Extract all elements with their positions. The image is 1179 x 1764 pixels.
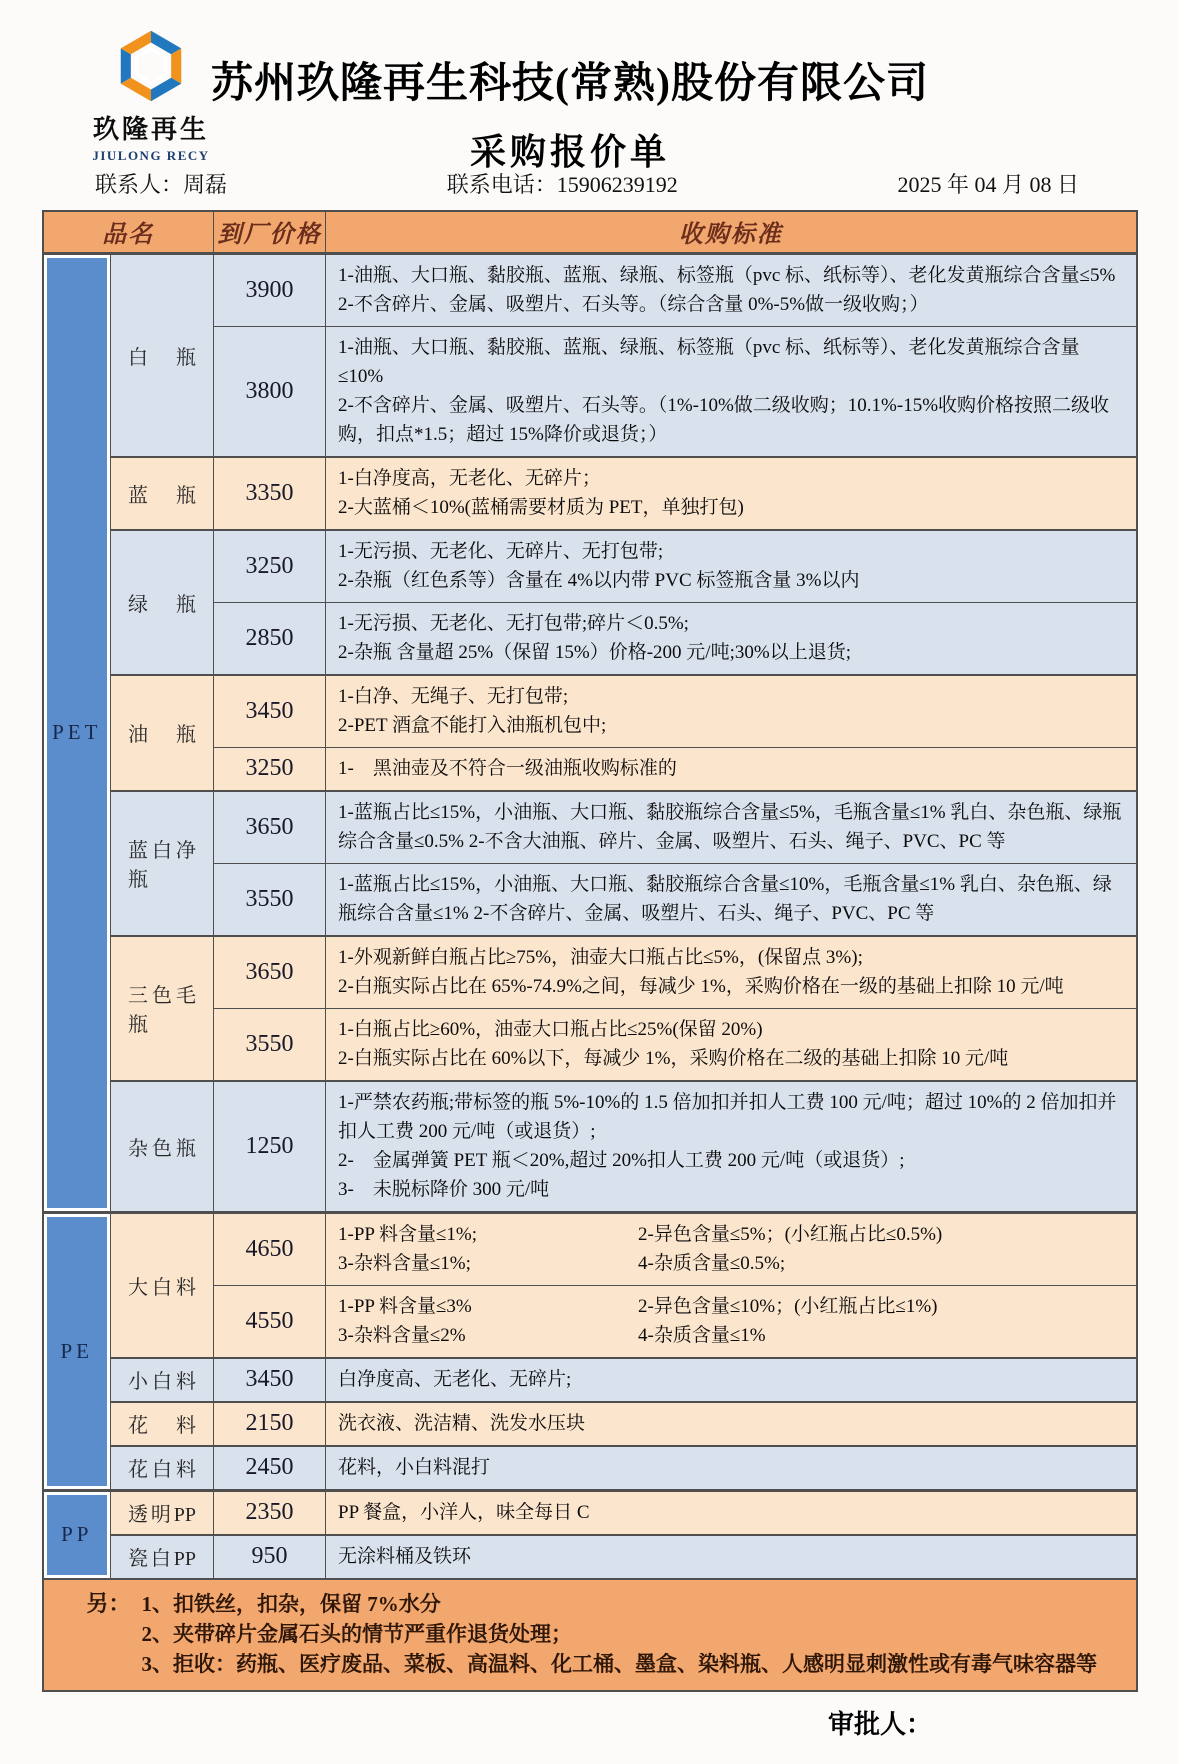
standard-pair-left: 1-PP 料含量≤1%; bbox=[338, 1223, 478, 1245]
logo-english-text: JIULONG RECY bbox=[92, 148, 210, 163]
note-line: 1、扣铁丝，扣杂，保留 7%水分 bbox=[141, 1591, 441, 1616]
standard-pair-left: 3-杂料含量≤1%; bbox=[338, 1252, 471, 1274]
contact-person-value: 周磊 bbox=[183, 171, 228, 197]
price-cell: 3250 bbox=[214, 530, 326, 603]
category-label: PET bbox=[47, 258, 108, 1208]
standard-line: 2-杂瓶 含量超 25%（保留 15%）价格-200 元/吨;30%以上退货; bbox=[338, 641, 851, 663]
standard-line: 1-油瓶、大口瓶、黏胶瓶、蓝瓶、绿瓶、标签瓶（pvc 标、纸标等）、老化发黄瓶综合含量≤10% bbox=[338, 336, 1080, 387]
table-row bbox=[43, 1081, 1137, 1213]
standard-line: 1-白净度高，无老化、无碎片； bbox=[338, 467, 601, 489]
product-name: 白瓶 bbox=[128, 346, 196, 369]
standard-line: 白净度高、无老化、无碎片; bbox=[338, 1368, 572, 1390]
category-cell bbox=[43, 1212, 111, 1490]
standard-line: 无涂料桶及铁环 bbox=[338, 1545, 472, 1567]
standard-cell bbox=[326, 1490, 1137, 1535]
standard-line: 花料，小白料混打 bbox=[338, 1456, 491, 1478]
product-name-cell bbox=[111, 457, 214, 530]
standard-cell bbox=[326, 1212, 1137, 1285]
product-name-cell bbox=[111, 936, 214, 1081]
standard-line bbox=[338, 1292, 1124, 1321]
standard-cell bbox=[326, 1081, 1137, 1213]
product-name: 瓷白PP bbox=[128, 1548, 196, 1570]
table-row bbox=[43, 1446, 1137, 1491]
category-cell bbox=[43, 253, 111, 1212]
standard-line bbox=[338, 1321, 1124, 1350]
product-name-cell bbox=[111, 253, 214, 457]
price-cell: 950 bbox=[214, 1535, 326, 1579]
product-name: 蓝瓶 bbox=[128, 484, 196, 507]
table-header-row bbox=[43, 211, 1137, 253]
table-row bbox=[43, 791, 1137, 864]
note-line: 2、夹带碎片金属石头的情节严重作退货处理； bbox=[141, 1621, 572, 1646]
product-name: 花料 bbox=[128, 1415, 196, 1437]
price-cell: 3450 bbox=[214, 1358, 326, 1402]
standard-line: 2-不含碎片、金属、吸塑片、石头等。（1%-10%做二级收购；10.1%-15%收购价格按照二级收购，扣点*1.5；超过 15%降价或退货；） bbox=[338, 394, 1110, 445]
standard-line: 2-杂瓶（红色系等）含量在 4%以内带 PVC 标签瓶含量 3%以内 bbox=[338, 569, 860, 591]
note-line: 3、拒收：药瓶、医疗废品、菜板、高温料、化工桶、墨盒、染料瓶、人感明显刺激性或有毒气味容器等 bbox=[141, 1651, 1097, 1676]
standard-line: 1-白净、无绳子、无打包带; bbox=[338, 685, 569, 707]
logo-chinese-text: 玖隆再生 bbox=[92, 115, 209, 144]
notes-label: 另： bbox=[86, 1590, 131, 1616]
standard-line: 2-不含碎片、金属、吸塑片、石头等。（综合含量 0%-5%做一级收购；） bbox=[338, 293, 929, 315]
standard-line: 1-蓝瓶占比≤15%，小油瓶、大口瓶、黏胶瓶综合含量≤5%，毛瓶含量≤1% 乳白、杂色瓶、绿瓶综合含量≤0.5% 2-不含大油瓶、碎片、金属、吸塑片、石头、绳子、PVC、PC 等 bbox=[338, 801, 1122, 852]
price-cell: 1250 bbox=[214, 1081, 326, 1213]
product-name-cell bbox=[111, 675, 214, 791]
standard-cell bbox=[326, 1358, 1137, 1402]
product-name-cell bbox=[111, 1402, 214, 1446]
table-row bbox=[43, 936, 1137, 1009]
product-name: 大白料 bbox=[128, 1276, 196, 1299]
product-name-cell bbox=[111, 1081, 214, 1213]
product-name: 透明PP bbox=[128, 1504, 196, 1526]
price-cell: 3650 bbox=[214, 791, 326, 864]
standard-cell bbox=[326, 602, 1137, 675]
standard-pair-right: 4-杂质含量≤1% bbox=[638, 1324, 766, 1346]
standard-cell bbox=[326, 1285, 1137, 1358]
standard-pair-left: 3-杂料含量≤2% bbox=[338, 1324, 466, 1346]
price-cell: 3350 bbox=[214, 457, 326, 530]
standard-cell bbox=[326, 457, 1137, 530]
price-cell: 2350 bbox=[214, 1490, 326, 1535]
price-cell: 3550 bbox=[214, 863, 326, 936]
price-cell: 4550 bbox=[214, 1285, 326, 1358]
standard-line: 1-无污损、无老化、无碎片、无打包带; bbox=[338, 540, 664, 562]
standard-line: 2-白瓶实际占比在 65%-74.9%之间，每减少 1%，采购价格在一级的基础上扣除 10 元/吨 bbox=[338, 975, 1064, 997]
column-header-standard: 收购标准 bbox=[326, 211, 1137, 253]
contact-phone-value: 15906239192 bbox=[556, 171, 678, 197]
standard-cell bbox=[326, 326, 1137, 457]
table-row bbox=[43, 1535, 1137, 1579]
approver-label: 审批人： bbox=[828, 1709, 933, 1739]
standard-line: 1- 黑油壶及不符合一级油瓶收购标准的 bbox=[338, 757, 677, 779]
standard-line: 2-白瓶实际占比在 60%以下，每减少 1%，采购价格在二级的基础上扣除 10 元/吨 bbox=[338, 1047, 1009, 1069]
standard-cell bbox=[326, 1008, 1137, 1081]
table-row bbox=[43, 675, 1137, 748]
company-name: 苏州玖隆再生科技(常熟)股份有限公司 bbox=[211, 61, 929, 107]
product-name: 花白料 bbox=[128, 1459, 196, 1481]
category-label: PE bbox=[47, 1217, 108, 1486]
standard-line: 1-油瓶、大口瓶、黏胶瓶、蓝瓶、绿瓶、标签瓶（pvc 标、纸标等）、老化发黄瓶综合含量≤5% bbox=[338, 264, 1116, 286]
standard-line: 1-蓝瓶占比≤15%，小油瓶、大口瓶、黏胶瓶综合含量≤10%，毛瓶含量≤1% 乳白、杂色瓶、绿瓶综合含量≤1% 2-不含碎片、金属、吸塑片、石头、绳子、PVC、PC 等 bbox=[338, 873, 1112, 924]
table-row bbox=[43, 530, 1137, 603]
standard-line: 1-外观新鲜白瓶占比≥75%，油壶大口瓶占比≤5%，(保留点 3%); bbox=[338, 946, 863, 968]
product-name: 绿瓶 bbox=[128, 593, 196, 616]
notes-items bbox=[142, 1589, 1126, 1679]
table-row bbox=[43, 457, 1137, 530]
document-title: 采购报价单 bbox=[469, 132, 670, 172]
product-name-cell bbox=[111, 530, 214, 675]
standard-cell bbox=[326, 675, 1137, 748]
standard-cell bbox=[326, 936, 1137, 1009]
product-name-cell bbox=[111, 791, 214, 936]
price-cell: 3250 bbox=[214, 747, 326, 791]
standard-cell bbox=[326, 791, 1137, 864]
contact-phone-label: 联系电话： bbox=[446, 171, 557, 197]
contact-person-label: 联系人： bbox=[95, 171, 184, 197]
product-name: 杂色瓶 bbox=[128, 1137, 196, 1160]
title-block bbox=[160, 24, 980, 175]
standard-cell bbox=[326, 1402, 1137, 1446]
standard-line: 3- 未脱标降价 300 元/吨 bbox=[338, 1178, 550, 1200]
standard-line: 2-PET 酒盒不能打入油瓶机包中; bbox=[338, 714, 607, 736]
price-cell: 3450 bbox=[214, 675, 326, 748]
table-row bbox=[43, 1358, 1137, 1402]
product-name: 小白料 bbox=[128, 1371, 196, 1393]
document-header bbox=[0, 24, 1179, 172]
product-name-cell bbox=[111, 1490, 214, 1535]
product-name-cell bbox=[111, 1446, 214, 1491]
standard-line: 2-大蓝桶＜10%(蓝桶需要材质为 PET，单独打包) bbox=[338, 496, 744, 518]
standard-line: 1-严禁农药瓶;带标签的瓶 5%-10%的 1.5 倍加扣并扣人工费 100 元/吨；超过 10%的 2 倍加扣并扣人工费 200 元/吨（或退货）; bbox=[338, 1091, 1117, 1142]
price-cell: 2850 bbox=[214, 602, 326, 675]
standard-cell bbox=[326, 1535, 1137, 1579]
price-cell: 3800 bbox=[214, 326, 326, 457]
column-header-price: 到厂价格 bbox=[214, 211, 326, 253]
standard-line: 2- 金属弹簧 PET 瓶＜20%,超过 20%扣人工费 200 元/吨（或退货）; bbox=[338, 1149, 905, 1171]
price-cell: 3650 bbox=[214, 936, 326, 1009]
standard-line: PP 餐盒，小洋人，味全每日 C bbox=[338, 1501, 590, 1523]
standard-cell bbox=[326, 863, 1137, 936]
standard-pair-right: 2-异色含量≤10%；(小红瓶占比≤1%) bbox=[638, 1295, 938, 1317]
price-cell: 3900 bbox=[214, 253, 326, 326]
price-cell: 2450 bbox=[214, 1446, 326, 1491]
standard-pair-right: 2-异色含量≤5%；(小红瓶占比≤0.5%) bbox=[638, 1223, 943, 1245]
standard-cell bbox=[326, 253, 1137, 326]
product-name-cell bbox=[111, 1212, 214, 1358]
product-name: 三色毛瓶 bbox=[128, 985, 196, 1036]
standard-line bbox=[338, 1220, 1124, 1249]
table-row bbox=[43, 253, 1137, 326]
product-name-cell bbox=[111, 1358, 214, 1402]
price-table bbox=[42, 210, 1138, 1580]
standard-pair-right: 4-杂质含量≤0.5%; bbox=[638, 1252, 786, 1274]
standard-line bbox=[338, 1249, 1124, 1278]
standard-line: 1-白瓶占比≥60%，油壶大口瓶占比≤25%(保留 20%) bbox=[338, 1018, 763, 1040]
notes-box bbox=[42, 1578, 1138, 1692]
category-label: PP bbox=[47, 1495, 108, 1575]
standard-cell bbox=[326, 530, 1137, 603]
price-cell: 2150 bbox=[214, 1402, 326, 1446]
column-header-name: 品名 bbox=[43, 211, 214, 253]
quotation-date: 2025 年 04 月 08 日 bbox=[897, 171, 1079, 197]
table-row bbox=[43, 1402, 1137, 1446]
standard-pair-left: 1-PP 料含量≤3% bbox=[338, 1295, 472, 1317]
table-row bbox=[43, 1490, 1137, 1535]
product-name: 蓝白净瓶 bbox=[128, 840, 196, 891]
standard-cell bbox=[326, 747, 1137, 791]
product-name: 油瓶 bbox=[128, 724, 196, 746]
price-cell: 4650 bbox=[214, 1212, 326, 1285]
price-cell: 3550 bbox=[214, 1008, 326, 1081]
standard-line: 1-无污损、无老化、无打包带;碎片＜0.5%; bbox=[338, 612, 689, 634]
product-name-cell bbox=[111, 1535, 214, 1579]
standard-line: 洗衣液、洗洁精、洗发水压块 bbox=[338, 1412, 586, 1434]
table-row bbox=[43, 1212, 1137, 1285]
category-cell bbox=[43, 1490, 111, 1579]
standard-cell bbox=[326, 1446, 1137, 1491]
